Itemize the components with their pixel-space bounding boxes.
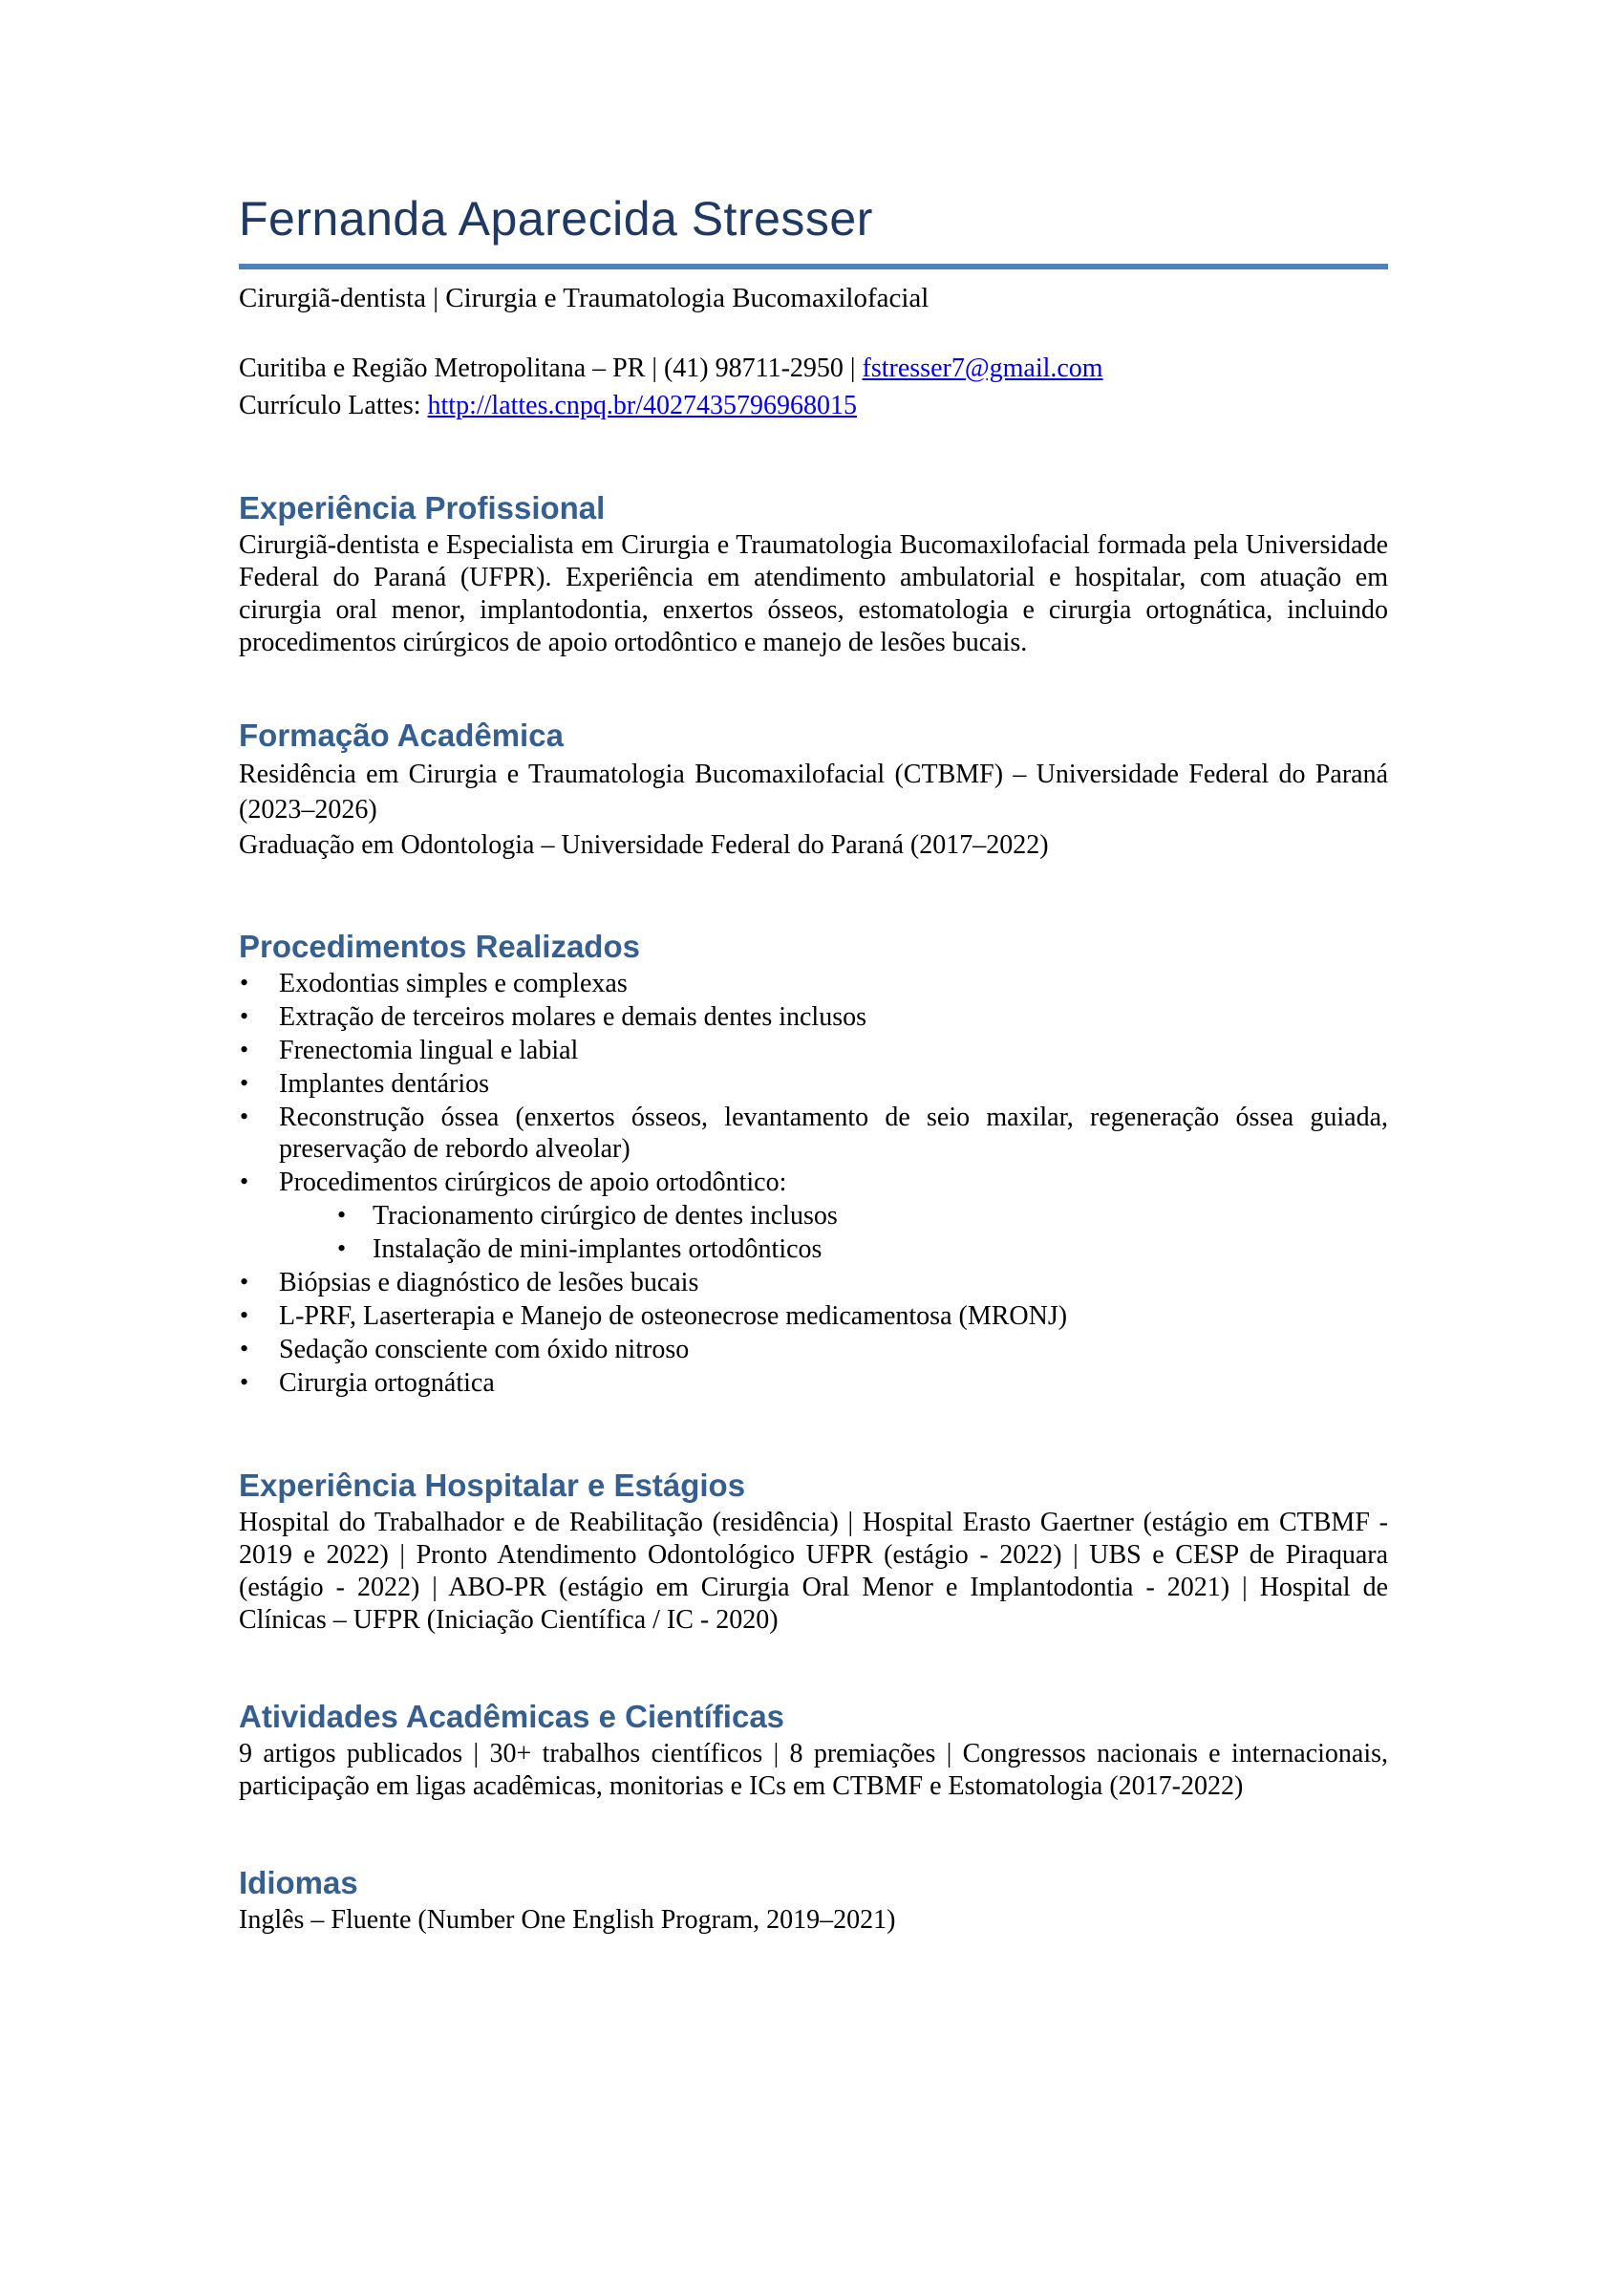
list-item bbox=[239, 968, 1388, 999]
bullet-icon: • bbox=[240, 1168, 249, 1195]
list-item-text: Sedação consciente com óxido nitroso bbox=[279, 1335, 690, 1364]
sub-list-item-text: Instalação de mini-implantes ortodônticos bbox=[373, 1234, 823, 1264]
section-heading-experiencia-hospitalar: Experiência Hospitalar e Estágios bbox=[239, 1468, 746, 1503]
professional-summary: Cirurgiã-dentista e Especialista em Cirurgia e Traumatologia Bucomaxilofacial formada pela Universidade Federal do Paraná (UFPR). Experiência em atendimento ambulatorial e hospitalar, com atuação em cirurgia oral menor, implantodontia, enxertos ósseos, estomatologia e cirurgia ortognática, incluindo procedimentos cirúrgicos de apoio ortodôntico e manejo de lesões bucais. bbox=[239, 530, 1388, 657]
section-heading-idiomas: Idiomas bbox=[239, 1865, 358, 1900]
bullet-icon: • bbox=[240, 1301, 249, 1329]
education-item: Residência em Cirurgia e Traumatologia Bucomaxilofacial (CTBMF) – Universidade Federal do Paraná (2023–2026) bbox=[239, 760, 1388, 825]
list-item-text: Frenectomia lingual e labial bbox=[279, 1036, 579, 1065]
bullet-icon: • bbox=[240, 1002, 249, 1030]
list-item-text: Biópsias e diagnóstico de lesões bucais bbox=[279, 1268, 699, 1297]
section-heading-atividades-academicas: Atividades Acadêmicas e Científicas bbox=[239, 1699, 785, 1734]
section-idiomas bbox=[239, 1866, 1388, 1937]
contact-line-1 bbox=[239, 350, 1388, 387]
bullet-icon: • bbox=[240, 1268, 249, 1296]
list-item bbox=[239, 1367, 1388, 1399]
sub-list-item-text: Tracionamento cirúrgico de dentes inclusos bbox=[373, 1201, 838, 1231]
hospital-experience-text: Hospital do Trabalhador e de Reabilitação (residência) | Hospital Erasto Gaertner (estágio em CTBMF - 2019 e 2022) | Pronto Atendimento Odontológico UFPR (estágio - 2022) | UBS e CESP de Piraquara (estágio - 2022) | ABO-PR (estágio em Cirurgia Oral Menor e Implantodontia - 2021) | Hospital de Clínicas – UFPR (Iniciação Científica / IC - 2020) bbox=[239, 1508, 1388, 1635]
bullet-icon: • bbox=[240, 969, 249, 996]
bullet-icon: • bbox=[240, 1368, 249, 1396]
bullet-icon: • bbox=[337, 1234, 347, 1262]
sub-list-item bbox=[334, 1233, 1388, 1265]
list-item bbox=[239, 1035, 1388, 1066]
list-item bbox=[239, 1001, 1388, 1033]
list-item-text: L-PRF, Laserterapia e Manejo de osteonecrose medicamentosa (MRONJ) bbox=[279, 1301, 1068, 1331]
contact-location-phone: Curitiba e Região Metropolitana – PR | (41) 98711-2950 | bbox=[239, 354, 863, 383]
procedures-sublist bbox=[334, 1200, 1388, 1265]
section-heading-formacao-academica: Formação Acadêmica bbox=[239, 718, 564, 753]
list-item-text: Cirurgia ortognática bbox=[279, 1368, 495, 1398]
email-link[interactable]: fstresser7@gmail.com bbox=[862, 354, 1103, 383]
list-item-text: Exodontias simples e complexas bbox=[279, 969, 628, 998]
list-item bbox=[239, 1068, 1388, 1100]
lattes-link[interactable]: http://lattes.cnpq.br/4027435796968015 bbox=[427, 391, 858, 420]
section-procedimentos-realizados bbox=[239, 930, 1388, 1399]
education-item: Graduação em Odontologia – Universidade Federal do Paraná (2017–2022) bbox=[239, 830, 1049, 860]
list-item bbox=[239, 1334, 1388, 1365]
list-item-text: Reconstrução óssea (enxertos ósseos, levantamento de seio maxilar, regeneração óssea guiada, preservação de rebordo alveolar) bbox=[279, 1103, 1388, 1164]
section-experiencia-hospitalar bbox=[239, 1468, 1388, 1637]
lattes-label: Currículo Lattes: bbox=[239, 391, 428, 420]
list-item bbox=[239, 1167, 1388, 1265]
academic-activities-text: 9 artigos publicados | 30+ trabalhos científicos | 8 premiações | Congressos nacionais e internacionais, participação em ligas acadêmicas, monitorias e ICs em CTBMF e Estomatologia (2017-2022) bbox=[239, 1739, 1388, 1801]
bullet-icon: • bbox=[337, 1201, 347, 1229]
document-title: Fernanda Aparecida Stresser bbox=[239, 192, 873, 246]
list-item bbox=[239, 1267, 1388, 1298]
bullet-icon: • bbox=[240, 1036, 249, 1063]
section-experiencia-profissional bbox=[239, 491, 1388, 659]
contact-block bbox=[239, 350, 1388, 424]
document-page bbox=[0, 191, 1624, 2293]
list-item-text: Extração de terceiros molares e demais dentes inclusos bbox=[279, 1002, 866, 1032]
procedures-list bbox=[239, 968, 1388, 1399]
bullet-icon: • bbox=[240, 1103, 249, 1130]
contact-line-2 bbox=[239, 387, 1388, 424]
subtitle: Cirurgiã-dentista | Cirurgia e Traumatologia Bucomaxilofacial bbox=[239, 283, 930, 313]
section-heading-procedimentos-realizados: Procedimentos Realizados bbox=[239, 929, 640, 964]
section-formacao-academica bbox=[239, 718, 1388, 863]
bullet-icon: • bbox=[240, 1069, 249, 1097]
list-item bbox=[239, 1102, 1388, 1165]
sub-list-item bbox=[334, 1200, 1388, 1232]
section-atividades-academicas bbox=[239, 1700, 1388, 1803]
list-item-text: Implantes dentários bbox=[279, 1069, 490, 1099]
languages-text: Inglês – Fluente (Number One English Program, 2019–2021) bbox=[239, 1905, 896, 1935]
list-item bbox=[239, 1300, 1388, 1332]
section-heading-experiencia-profissional: Experiência Profissional bbox=[239, 490, 606, 525]
bullet-icon: • bbox=[240, 1335, 249, 1362]
list-item-text: Procedimentos cirúrgicos de apoio ortodôntico: bbox=[279, 1168, 787, 1197]
title-rule bbox=[239, 264, 1388, 269]
